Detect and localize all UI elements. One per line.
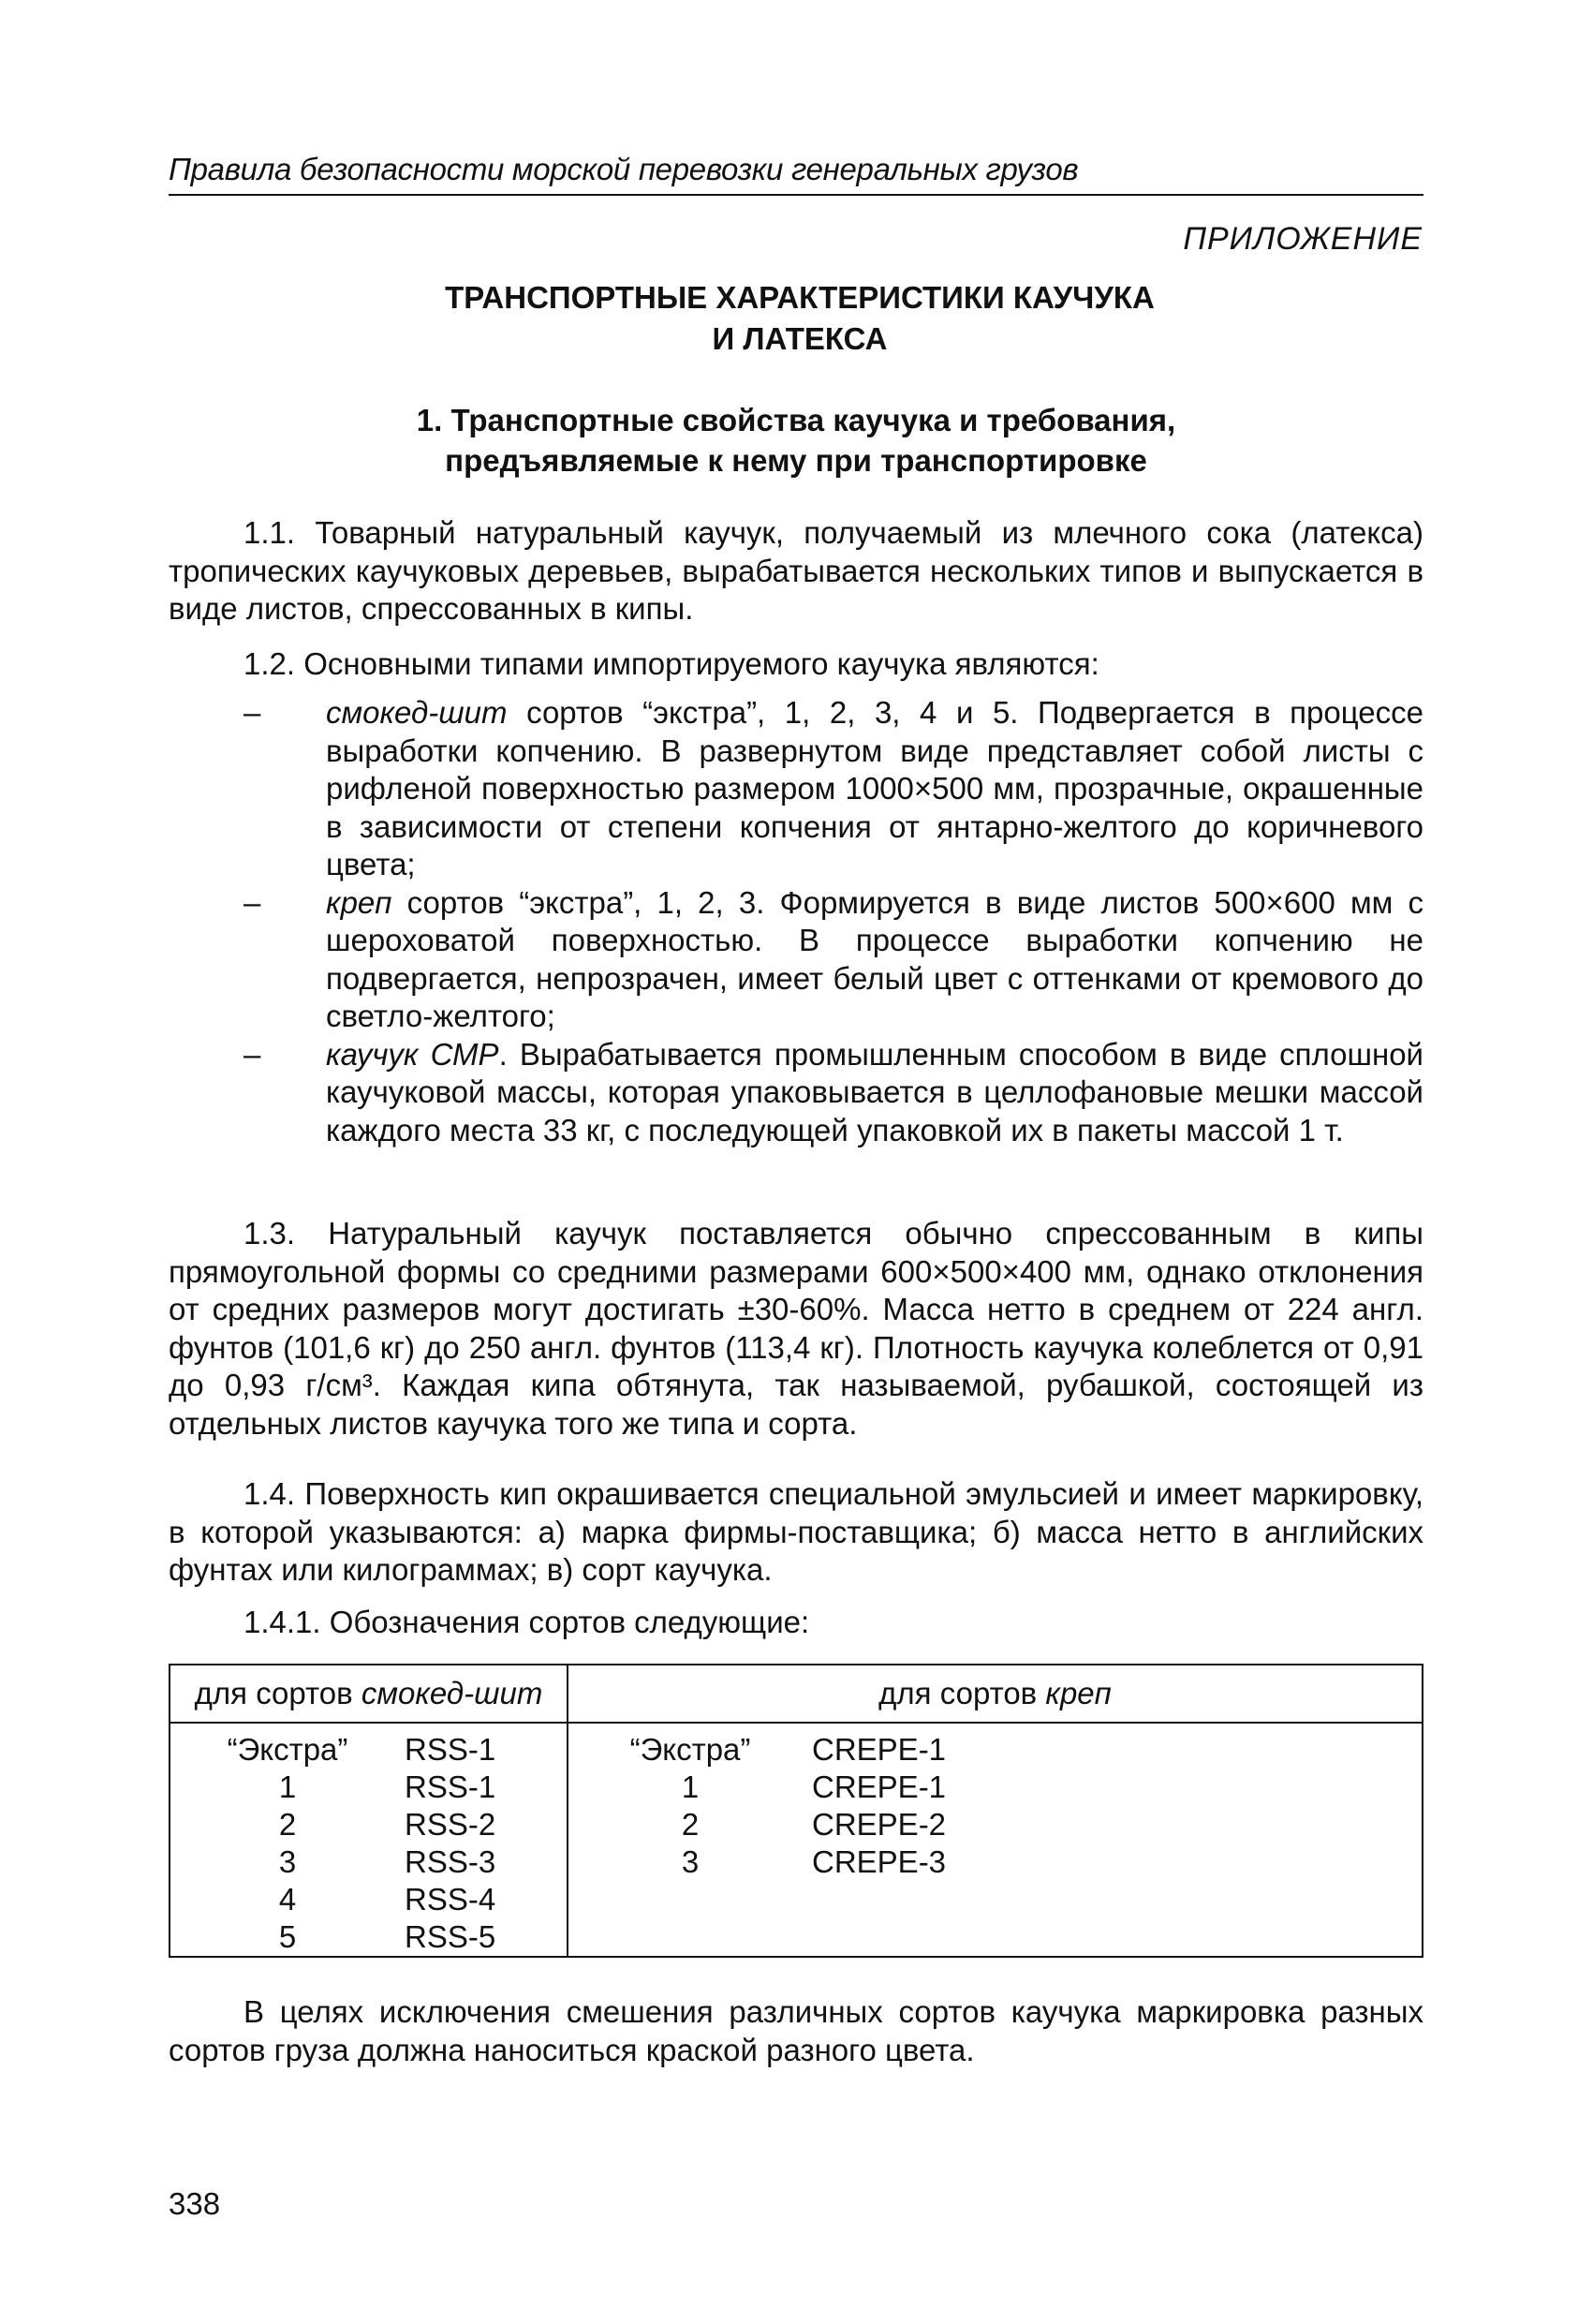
header-prefix: для сортов bbox=[194, 1676, 361, 1710]
closing-paragraph-text: В целях исключения смешения различных сортов каучука маркировка разных сортов груза должна наноситься краской разного цвета. bbox=[169, 1994, 1423, 2067]
table-row bbox=[170, 1806, 1423, 1843]
smoked-code-cell: RSS-4 bbox=[405, 1882, 496, 1917]
list-text: . Вырабатывается промышленным способом в виде сплошной каучуковой массы, которая упаковывается в целлофановые мешки массой каждого места 33 кг, с последующей упаковкой их в пакеты массой 1 т. bbox=[326, 1036, 1423, 1147]
smoked-code-cell: RSS-3 bbox=[405, 1844, 496, 1879]
list-text: сортов “экстра”, 1, 2, 3, 4 и 5. Подвергается в процессе выработки копчению. В развернутом виде представляет собой листы с рифленой поверхностью размером 1000×500 мм, прозрачные, окрашенные в зависимости от степени копчения от янтарно-желтого до коричневого цвета; bbox=[326, 695, 1423, 881]
crepe-grade-cell: 3 bbox=[568, 1843, 812, 1881]
paragraph-1-1-text: 1.1. Товарный натуральный каучук, получаемый из млечного сока (латекса) тропических каучуковых деревьев, вырабатывается нескольких типов и выпускается в виде листов, спрессованных в кипы. bbox=[169, 515, 1423, 626]
list-term: креп bbox=[326, 884, 392, 920]
paragraph-1-3 bbox=[169, 1215, 1423, 1443]
list-text: сортов “экстра”, 1, 2, 3. Формируется в виде листов 500×600 мм с шероховатой поверхностью. В процессе выработки копчению не подвергается, непрозрачен, имеет белый цвет с оттенками от кремового до светло-желтого; bbox=[326, 884, 1423, 1033]
smoked-grade-cell: 5 bbox=[170, 1918, 405, 1957]
rubber-types-list bbox=[169, 694, 1423, 1149]
smoked-grade-cell: 4 bbox=[170, 1881, 405, 1918]
header-rule bbox=[169, 194, 1423, 196]
smoked-grade-cell: 3 bbox=[170, 1843, 405, 1881]
list-item bbox=[169, 694, 1423, 884]
smoked-code-cell: RSS-2 bbox=[405, 1807, 496, 1842]
smoked-code-cell: RSS-5 bbox=[405, 1918, 568, 1957]
crepe-code-cell bbox=[812, 1918, 1423, 1957]
paragraph-1-4-1 bbox=[169, 1604, 1423, 1642]
table-row bbox=[170, 1918, 1423, 1957]
document-title bbox=[169, 277, 1423, 360]
smoked-grade-cell: 2 bbox=[170, 1806, 405, 1843]
paragraph-1-2 bbox=[169, 645, 1423, 684]
list-term: смокед-шит bbox=[326, 695, 508, 730]
smoked-code-cell: RSS-1 bbox=[405, 1732, 496, 1767]
crepe-code-cell: CREPE-2 bbox=[812, 1806, 1423, 1843]
list-dash: – bbox=[243, 884, 261, 920]
smoked-sheet-header bbox=[170, 1665, 568, 1723]
list-dash: – bbox=[243, 695, 261, 730]
section-heading-line-2: предъявляемые к нему при транспортировке bbox=[445, 443, 1147, 478]
table-row bbox=[170, 1769, 1423, 1806]
crepe-code-cell: CREPE-1 bbox=[812, 1769, 1423, 1806]
crepe-grade-cell bbox=[568, 1881, 812, 1918]
closing-paragraph bbox=[169, 1993, 1423, 2069]
crepe-code-cell bbox=[812, 1881, 1423, 1918]
table-row bbox=[170, 1843, 1423, 1881]
paragraph-1-3-text: 1.3. Натуральный каучук поставляется обычно спрессованным в кипы прямоугольной формы со средними размерами 600×500×400 мм, однако отклонения от средних размеров могут достигать ±30-60%. Масса нетто в среднем от 224 англ. фунтов (101,6 кг) до 250 англ. фунтов (113,4 кг). Плотность каучука колеблется от 0,91 до 0,93 г/см³. Каждая кипа обтянута, так называемой, рубашкой, состоящей из отдельных листов каучука того же типа и сорта. bbox=[169, 1216, 1423, 1441]
page-number: 338 bbox=[169, 2186, 221, 2221]
list-term: каучук СМР bbox=[326, 1036, 499, 1072]
list-item bbox=[169, 1036, 1423, 1150]
table-row bbox=[170, 1881, 1423, 1918]
document-title-line-1: ТРАНСПОРТНЫЕ ХАРАКТЕРИСТИКИ КАУЧУКА bbox=[445, 280, 1155, 315]
crepe-grade-cell: “Экстра” bbox=[568, 1723, 812, 1769]
section-heading bbox=[169, 400, 1423, 481]
section-heading-line-1: 1. Транспортные свойства каучука и требования, bbox=[416, 403, 1176, 437]
smoked-code-cell: RSS-1 bbox=[405, 1769, 496, 1804]
paragraph-1-4-text: 1.4. Поверхность кип окрашивается специальной эмульсией и имеет маркировку, в которой указываются: а) марка фирмы-поставщика; б) масса нетто в английских фунтах или килограммах; в) сорт каучука. bbox=[169, 1476, 1423, 1587]
crepe-code-cell: CREPE-1 bbox=[812, 1723, 1423, 1769]
smoked-grade-cell: 1 bbox=[170, 1769, 405, 1806]
paragraph-1-1 bbox=[169, 514, 1423, 629]
crepe-code-cell: CREPE-3 bbox=[812, 1843, 1423, 1881]
crepe-grade-cell: 1 bbox=[568, 1769, 812, 1806]
grades-table bbox=[169, 1664, 1423, 1958]
header-prefix: для сортов bbox=[878, 1676, 1046, 1710]
paragraph-1-2-text: 1.2. Основными типами импортируемого каучука являются: bbox=[243, 646, 1099, 681]
table-row bbox=[170, 1723, 1423, 1769]
document-title-line-2: И ЛАТЕКСА bbox=[712, 321, 888, 356]
paragraph-1-4-1-text: 1.4.1. Обозначения сортов следующие: bbox=[243, 1605, 810, 1639]
paragraph-1-4 bbox=[169, 1475, 1423, 1590]
list-dash: – bbox=[243, 1036, 261, 1072]
smoked-grade-cell: “Экстра” bbox=[170, 1723, 405, 1769]
crepe-grade-cell: 2 bbox=[568, 1806, 812, 1843]
appendix-label: ПРИЛОЖЕНИЕ bbox=[1183, 221, 1423, 257]
header-term: смокед-шит bbox=[361, 1676, 543, 1710]
list-item bbox=[169, 884, 1423, 1036]
header-term: креп bbox=[1045, 1676, 1112, 1710]
running-header: Правила безопасности морской перевозки генеральных грузов bbox=[169, 152, 1079, 186]
table-header-row bbox=[170, 1665, 1423, 1723]
crepe-grade-cell bbox=[568, 1918, 812, 1957]
crepe-header bbox=[568, 1665, 1423, 1723]
